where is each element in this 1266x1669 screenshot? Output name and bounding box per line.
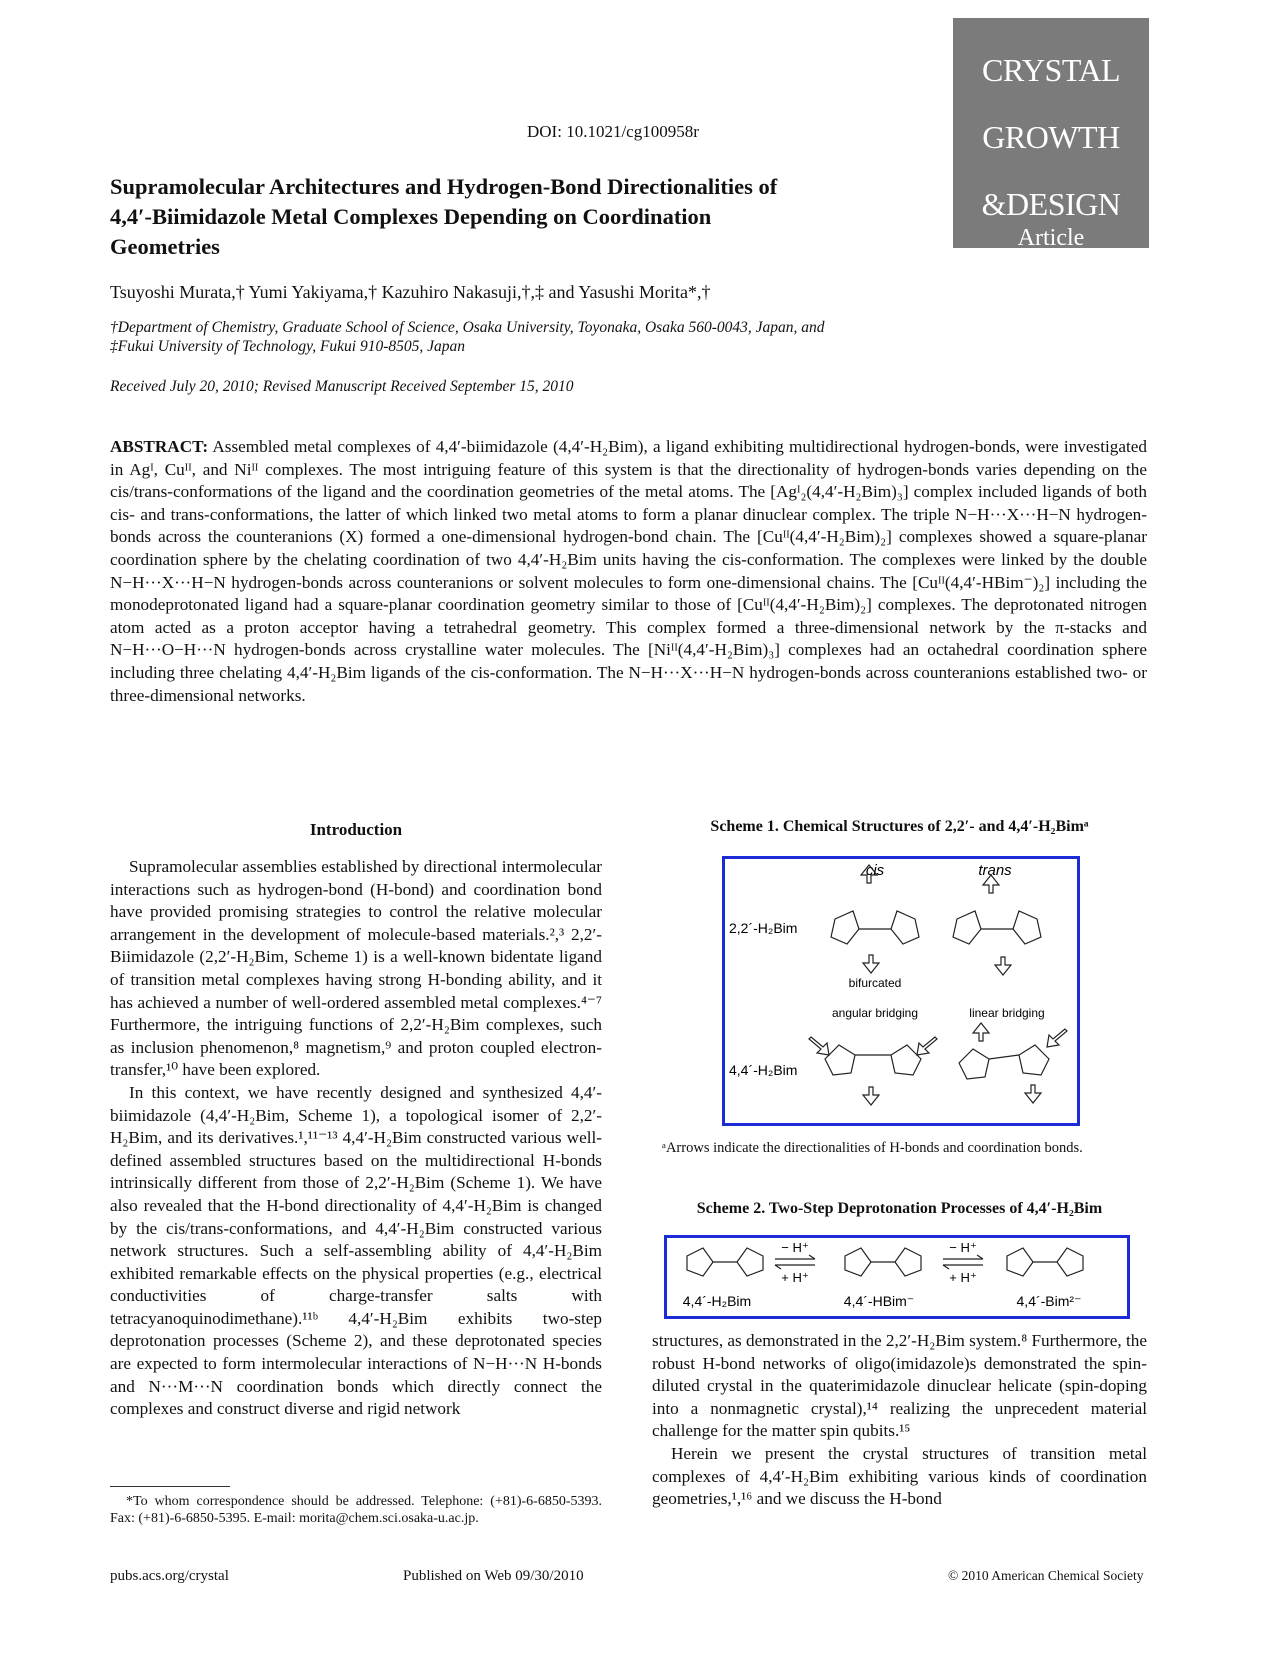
right-column-body bbox=[652, 1330, 1147, 1511]
scheme2-species-1: 4,4´-H₂Bim bbox=[682, 1293, 752, 1309]
h2bim-molecule bbox=[687, 1248, 763, 1276]
introduction-body bbox=[110, 856, 602, 1421]
scheme2-minus-h-2: − H⁺ bbox=[949, 1240, 977, 1255]
footer-published-date: Published on Web 09/30/2010 bbox=[403, 1568, 584, 1584]
journal-pages: 4898–4905 bbox=[1006, 308, 1096, 330]
journal-name-line2: GROWTH bbox=[982, 119, 1120, 155]
intro-paragraph-1: Supramolecular assemblies established by directional intermolecular interactions such as hydrogen-bond (H-bond) and coordination bond have provided promising strategies to control the relative molecular arrangement in the development of molecule-based materials.²,³ 2,2′-Biimidazole (2,2′-H₂Bim, Scheme 1) is a well-known bidentate ligand of transition metal complexes having strong H-bonding ability, and it has achieved a number of well-ordered assembled metal complexes.⁴⁻⁷ Furthermore, the intriguing functions of 2,2′-H₂Bim complexes, such as inclusion phenomenon,⁸ magnetism,⁹ and proton coupled electron-transfer,¹⁰ have been explored. bbox=[110, 857, 602, 1080]
scheme2-species-2: 4,4´-HBim⁻ bbox=[843, 1293, 915, 1309]
scheme2-caption: Scheme 2. Two-Step Deprotonation Processes of 4,4′-H₂Bim bbox=[696, 1200, 1103, 1217]
scheme2-plus-h-2: + H⁺ bbox=[949, 1270, 977, 1285]
scheme1-bifurcated-label: bifurcated bbox=[848, 976, 902, 990]
scheme1-angular-label: angular bridging bbox=[831, 1006, 919, 1020]
abstract-text: Assembled metal complexes of 4,4′-biimidazole (4,4′-H₂Bim), a ligand exhibiting multidirectional hydrogen-bonds, were investigated in Agᴵ, Cuᴵᴵ, and Niᴵᴵ complexes. The most intriguing feature of this system is that the directionality of hydrogen-bonds varies depending on the cis/trans-conformations of the ligand and the coordination geometries of the metal atoms. The [Agᴵ₂(4,4′-H₂Bim)₃] complex included ligands of both cis- and trans-conformations, the latter of which linked two metal atoms to form a planar dinuclear complex. The triple N−H···X···H−N hydrogen-bonds across the counteranions (X) formed a one-dimensional hydrogen-bond chain. The [Cuᴵᴵ(4,4′-H₂Bim)₂] complexes showed a square-planar coordination sphere by the chelating coordination of two 4,4′-H₂Bim units having the cis-conformation. The complexes were linked by the double N−H···X···H−N hydrogen-bonds across counteranions or solvent molecules to form one-dimensional chains. The [Cuᴵᴵ(4,4′-HBim⁻)₂] including the monodeprotonated ligand had a square-planar coordination geometry similar to those of [Cuᴵᴵ(4,4′-H₂Bim)₂] complexes. The deprotonated nitrogen atom acted as a proton acceptor having a tetrahedral geometry. This complex formed a three-dimensional network by the π-stacks and N−H···O−H···N hydrogen-bonds across crystalline water molecules. The [Niᴵᴵ(4,4′-H₂Bim)₃] complexes had an octahedral coordination sphere including three chelating 4,4′-H₂Bim ligands of the cis-conformation. The N−H···X···H−N hydrogen-bonds across counteranions established two- or three-dimensional networks. bbox=[110, 437, 1147, 705]
affiliation: †Department of Chemistry, Graduate School of Science, Osaka University, Toyonaka, Osaka 560-0043, Japan, and ‡Fukui University of Technology, Fukui 910-8505, Japan bbox=[110, 319, 825, 355]
scheme1-figure bbox=[722, 856, 1080, 1126]
correspondence-footnote: *To whom correspondence should be addressed. Telephone: (+81)-6-6850-5393. Fax: (+81)-6-6850-5395. E-mail: morita@chem.sci.osaka-u.ac.jp. bbox=[110, 1494, 602, 1526]
scheme1-cis-label: cis bbox=[865, 862, 885, 879]
journal-badge bbox=[953, 18, 1149, 330]
introduction-heading: Introduction bbox=[309, 820, 403, 839]
bim44-angular-molecule bbox=[809, 1037, 937, 1105]
bim22-cis-molecule bbox=[831, 865, 919, 973]
journal-name-line3: &DESIGN bbox=[981, 186, 1121, 222]
right-paragraph-1: structures, as demonstrated in the 2,2′-H₂Bim system.⁸ Furthermore, the robust H-bond networks of oligo(imidazole)s demonstrated the spin-diluted crystal in the quaterimidazole dinuclear helicate (spin-doping into a nonmagnetic crystal),¹⁴ realizing the unprecedent material challenge for the matter spin qubits.¹⁵ bbox=[652, 1331, 1147, 1441]
doi: DOI: 10.1021/cg100958r bbox=[527, 122, 699, 141]
scheme1-caption: Scheme 1. Chemical Structures of 2,2′- and 4,4′-H₂Bimᵃ bbox=[710, 818, 1089, 835]
received-date: Received July 20, 2010; Revised Manuscript Received September 15, 2010 bbox=[110, 378, 574, 395]
scheme2-structures bbox=[667, 1238, 1127, 1316]
abstract bbox=[110, 436, 1147, 707]
scheme2-plus-h-1: + H⁺ bbox=[781, 1270, 809, 1285]
footer-copyright: © 2010 American Chemical Society bbox=[948, 1568, 1144, 1583]
bim44-linear-molecule bbox=[959, 1023, 1067, 1103]
journal-volume: 2010, Vol. 10 bbox=[997, 279, 1105, 301]
bim22-trans-molecule bbox=[953, 875, 1041, 975]
authors: Tsuyoshi Murata,† Yumi Yakiyama,† Kazuhiro Nakasuji,†,‡ and Yasushi Morita*,† bbox=[110, 282, 711, 302]
bim-dianion-molecule bbox=[1007, 1248, 1083, 1276]
footer-journal-url: pubs.acs.org/crystal bbox=[110, 1568, 229, 1584]
scheme1-trans-label: trans bbox=[978, 862, 1012, 879]
right-paragraph-2: Herein we present the crystal structures of transition metal complexes of 4,4′-H₂Bim exhibiting various kinds of coordination geometries,¹,¹⁶ and we discuss the H-bond bbox=[652, 1443, 1147, 1509]
intro-paragraph-2: In this context, we have recently designed and synthesized 4,4′-biimidazole (4,4′-H₂Bim, Scheme 1), a topological isomer of 2,2′-H₂Bim, and its derivatives.¹,¹¹⁻¹³ 4,4′-H₂Bim constructed various well-defined assembled structures based on the multidirectional H-bonds intrinsically different from those of 2,2′-H₂Bim (Scheme 1). We have also revealed that the H-bond directionality of 4,4′-H₂Bim is changed by the cis/trans-conformations, and 4,4′-H₂Bim constructed various network structures. Such a self-assembling ability of 4,4′-H₂Bim exhibited remarkable effects on the physical properties (e.g., electrical conductivities of charge-transfer salts with tetracyanoquinodimethane).¹¹ᵇ 4,4′-H₂Bim exhibits two-step deprotonation processes (Scheme 2), and these deprotonated species are expected to form intermolecular interactions of N−H···N H-bonds and N···M···N coordination bonds which directly connect the complexes and construct diverse and rigid network bbox=[110, 1082, 602, 1419]
article-type: Article bbox=[1017, 225, 1085, 251]
journal-name-line1: CRYSTAL bbox=[982, 52, 1120, 88]
scheme1-structures bbox=[725, 859, 1077, 1123]
scheme1-row1-label: 2,2´-H₂Bim bbox=[729, 920, 798, 936]
scheme1-row2-label: 4,4´-H₂Bim bbox=[729, 1062, 798, 1078]
hbim-molecule bbox=[845, 1248, 921, 1276]
scheme1-linear-label: linear bridging bbox=[969, 1006, 1045, 1020]
scheme2-minus-h-1: − H⁺ bbox=[781, 1240, 809, 1255]
scheme1-note: ᵃArrows indicate the directionalities of H-bonds and coordination bonds. bbox=[662, 1140, 1083, 1156]
article-title: Supramolecular Architectures and Hydrogen-Bond Directionalities of 4,4′-Biimidazole Metal Complexes Depending on Coordination Geometries bbox=[110, 174, 778, 259]
scheme2-species-3: 4,4´-Bim²⁻ bbox=[1016, 1293, 1082, 1309]
abstract-label: ABSTRACT: bbox=[110, 437, 209, 456]
scheme2-figure bbox=[664, 1235, 1130, 1319]
footnote-rule bbox=[110, 1486, 230, 1487]
